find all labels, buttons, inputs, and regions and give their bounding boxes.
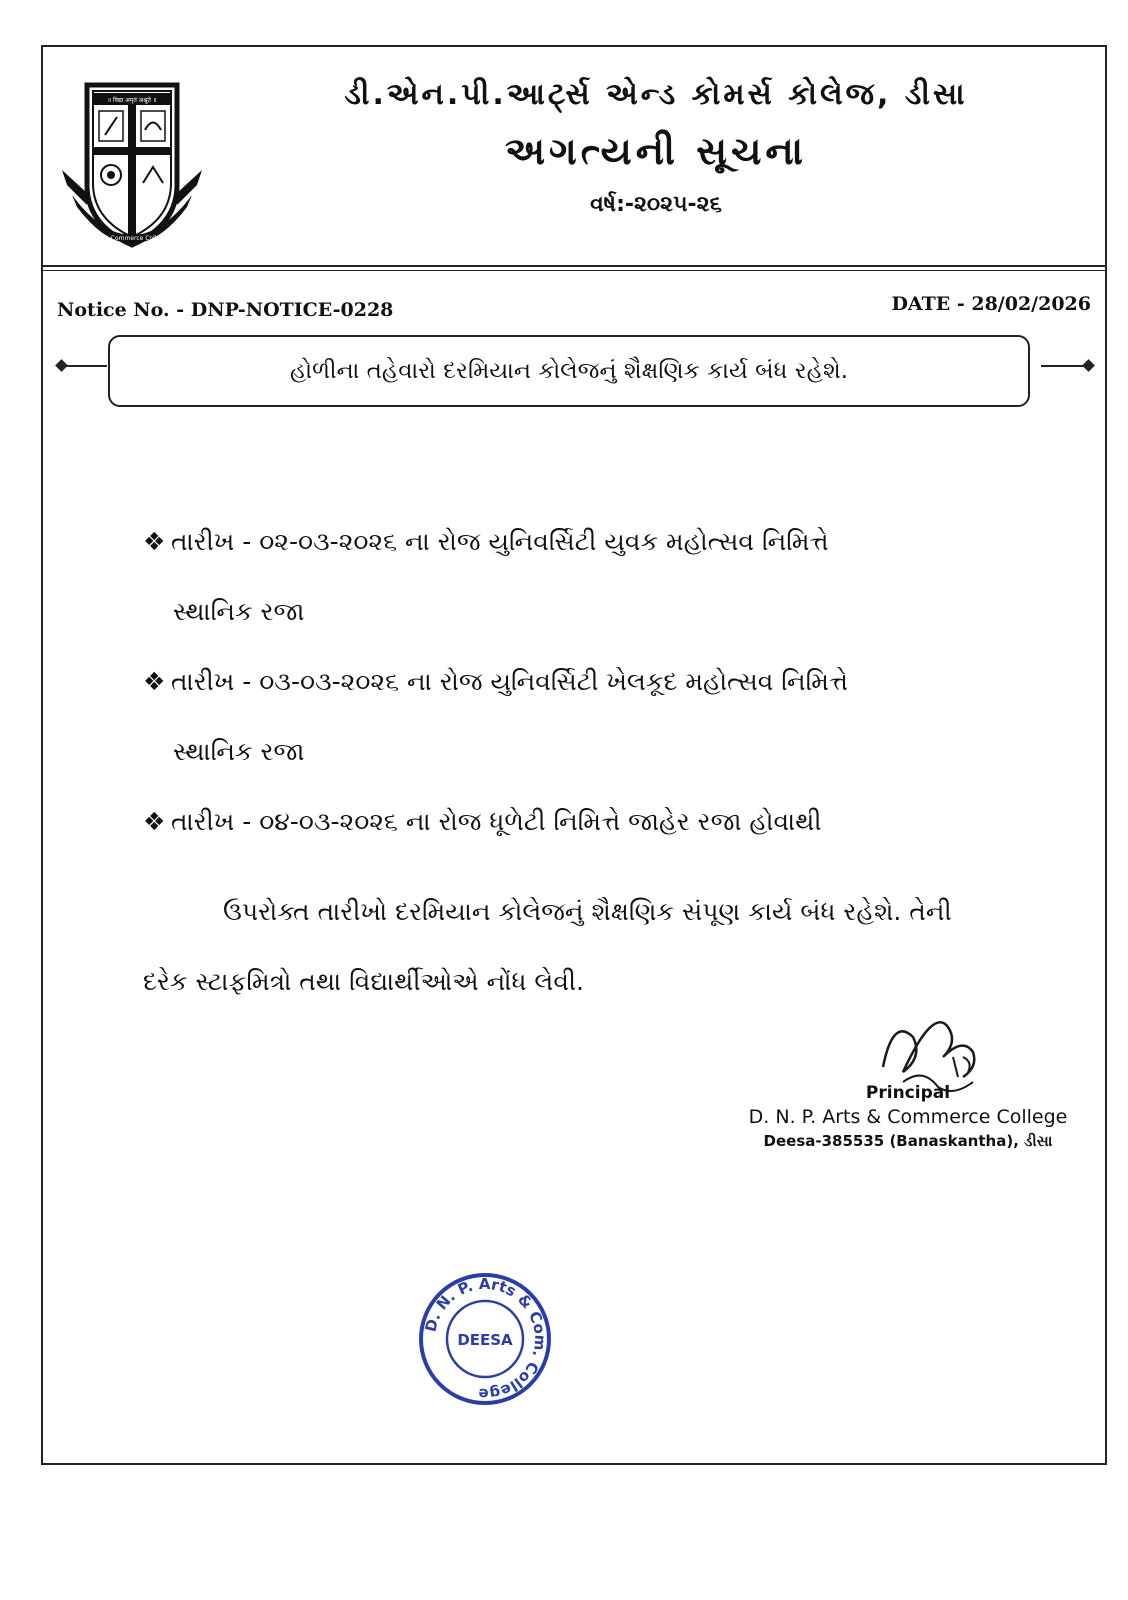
- college-name: ડી.એન.પી.આર્ટ્સ એન્ડ કોમર્સ કોલેજ, ડીસા: [344, 77, 968, 112]
- college-stamp-icon: [415, 1269, 555, 1409]
- svg-text:DNP Arts & Commerce College De: DNP Arts & Commerce College Deesa: [75, 235, 189, 242]
- svg-text:DEESA: DEESA: [457, 1331, 513, 1349]
- list-item: [143, 507, 1063, 647]
- academic-year: વર્ષ:-૨૦૨૫-૨૬: [590, 192, 722, 217]
- ornament-diamond-right: [1082, 359, 1095, 372]
- closing-line: દરેક સ્ટાફમિત્રો તથા વિદ્યાર્થીઓએ નોંધ લેવી.: [143, 967, 585, 996]
- holiday-list: [143, 507, 1063, 857]
- college-logo-icon: [57, 75, 207, 255]
- notice-date: DATE - 28/02/2026: [891, 293, 1091, 315]
- header-divider: [43, 265, 1105, 267]
- letterhead: [43, 47, 1105, 277]
- signatory-college: D. N. P. Arts & Commerce College: [748, 1106, 1068, 1128]
- closing-line: ઉપરોક્ત તારીખો દરમિયાન કોલેજનું શૈક્ષણિક સંપૂણ કાર્ય બંધ રહેશે. તેની: [223, 897, 952, 926]
- signatory-place: Deesa-385535 (Banaskantha), ડીસા: [763, 1132, 1053, 1150]
- closing-paragraph: [143, 877, 1043, 1017]
- ornament-line-left: [61, 365, 107, 367]
- holiday-line: તારીખ - ૦૪-૦૩-૨૦૨૬ ના રોજ ધૂળેટી નિમિત્તે જાહેર રજા હોવાથી: [171, 807, 822, 836]
- holiday-line-continued: સ્થાનિક રજા: [173, 597, 305, 626]
- holiday-line: તારીખ - ૦૩-૦૩-૨૦૨૬ ના રોજ યુનિવર્સિટી ખેલકૂદ મહોત્સવ નિમિત્તે: [171, 667, 848, 696]
- list-item: [143, 647, 1063, 787]
- bullet-icon: ❖: [143, 667, 166, 696]
- svg-text:D. N. P. Arts & Com. College: D. N. P. Arts & Com. College: [421, 1274, 550, 1404]
- signatory-block: [743, 1082, 1073, 1152]
- bullet-icon: ❖: [143, 807, 166, 836]
- signatory-title: Principal: [865, 1083, 951, 1103]
- notice-frame: [41, 45, 1107, 1465]
- bullet-icon: ❖: [143, 527, 166, 556]
- subject-text: હોળીના તહેવારો દરમિયાન કોલેજનું શૈક્ષણિક કાર્ય બંધ રહેશે.: [289, 358, 849, 384]
- svg-text:॥ विद्या अमृतं अश्नुते ॥: ॥ विद्या अमृतं अश्नुते ॥: [107, 97, 157, 104]
- subject-box: [108, 335, 1030, 407]
- holiday-line: તારીખ - ૦૨-૦૩-૨૦૨૬ ના રોજ યુનિવર્સિટી યુવક મહોત્સવ નિમિત્તે: [171, 527, 829, 556]
- holiday-line-continued: સ્થાનિક રજા: [173, 737, 305, 766]
- list-item: [143, 787, 1063, 857]
- header-divider-thin: [43, 270, 1105, 271]
- notice-number: Notice No. - DNP-NOTICE-0228: [57, 299, 394, 321]
- notice-heading: અગત્યની સૂચના: [504, 129, 808, 173]
